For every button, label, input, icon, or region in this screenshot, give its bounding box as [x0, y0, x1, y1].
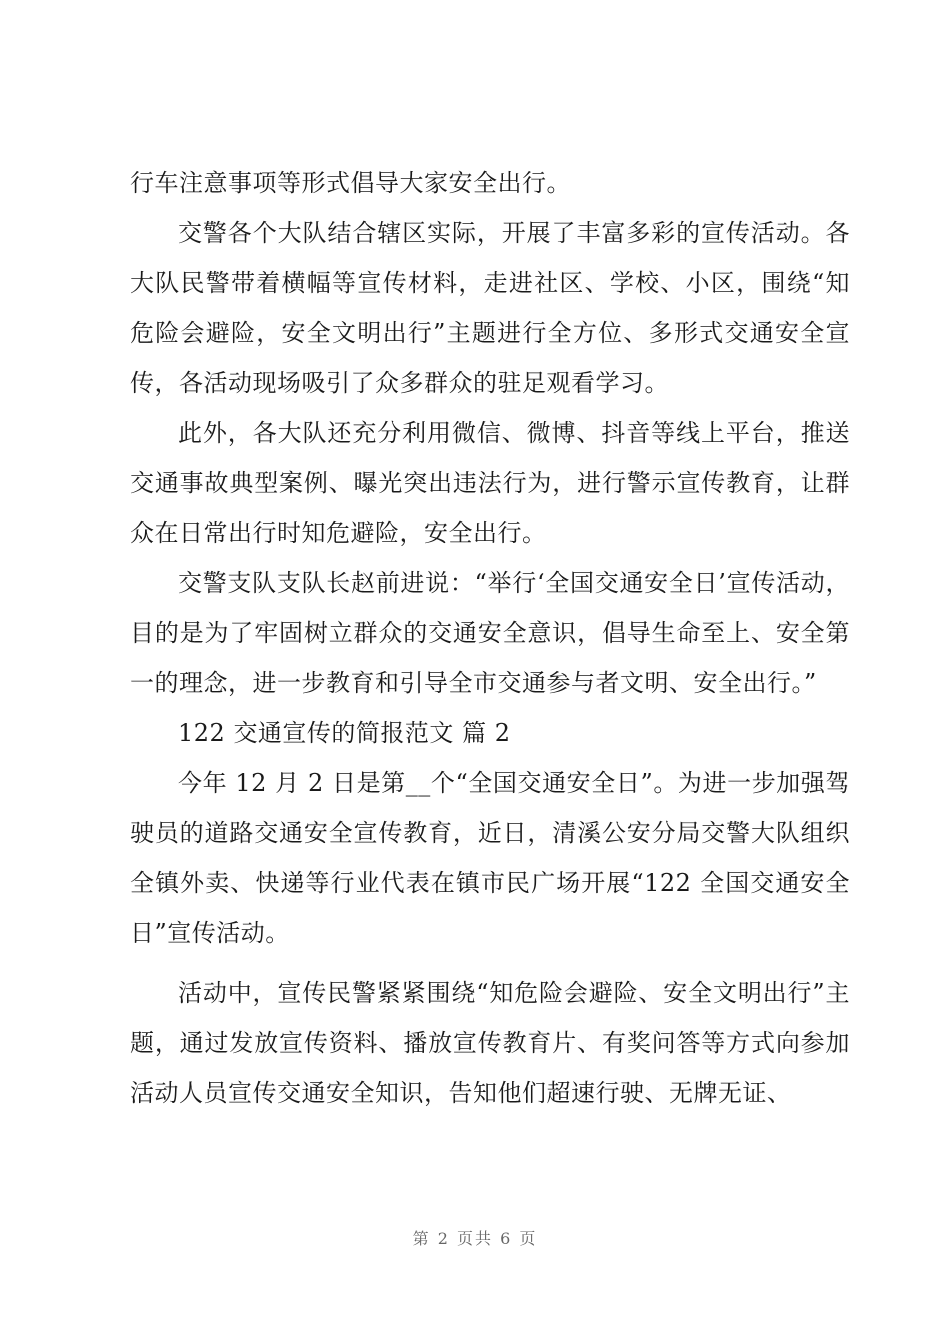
paragraph-continuation: 行车注意事项等形式倡导大家安全出行。: [130, 169, 571, 197]
paragraph-leader-quote: 交警支队支队长赵前进说：“举行‘全国交通安全日’宣传活动，目的是为了牢固树立群众的交通安全意识，倡导生命至上、安全第一的理念，进一步教育和引导全市交通参与者文明、安全出行。”: [130, 569, 850, 697]
document-body: [130, 158, 850, 1118]
paragraph-online-platforms: 此外，各大队还充分利用微信、微博、抖音等线上平台，推送交通事故典型案例、曝光突出违法行为，进行警示宣传教育，让群众在日常出行时知危避险，安全出行。: [130, 419, 850, 547]
paragraph-brigade-activities: 交警各个大队结合辖区实际，开展了丰富多彩的宣传活动。各大队民警带着横幅等宣传材料，走进社区、学校、小区，围绕“知危险会避险，安全文明出行”主题进行全方位、多形式交通安全宣传，各活动现场吸引了众多群众的驻足观看学习。: [130, 219, 850, 397]
paragraph-activity-details: 活动中，宣传民警紧紧围绕“知危险会避险、安全文明出行”主题，通过发放宣传资料、播放宣传教育片、有奖问答等方式向参加活动人员宣传交通安全知识，告知他们超速行驶、无牌无证、: [130, 979, 850, 1107]
paragraph-safety-day-intro: 今年 12 月 2 日是第__个“全国交通安全日”。为进一步加强驾驶员的道路交通安全宣传教育，近日，清溪公安分局交警大队组织全镇外卖、快递等行业代表在镇市民广场开展“122 全国交通安全日”宣传活动。: [130, 769, 850, 947]
page-number-footer: 第 2 页共 6 页: [412, 1229, 538, 1248]
section-heading: 122 交通宣传的简报范文 篇 2: [178, 719, 511, 747]
